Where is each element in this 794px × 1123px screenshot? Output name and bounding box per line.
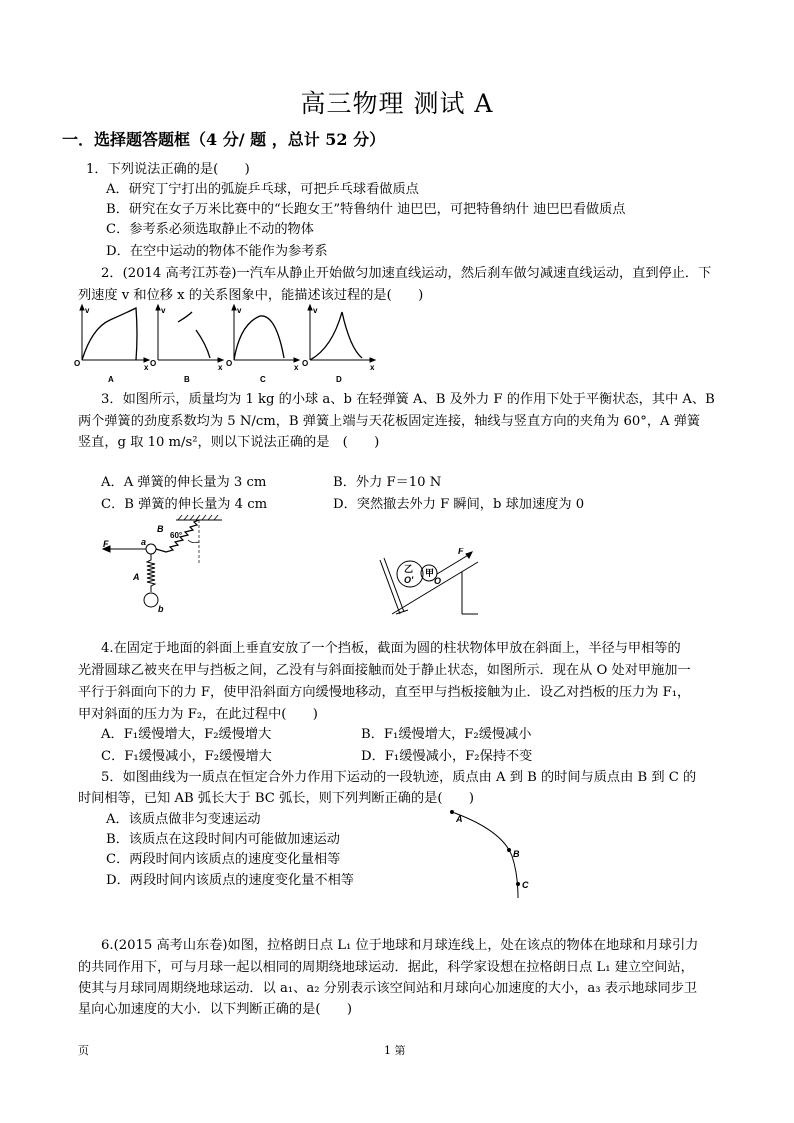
q6-line2: 的共同作用下，可与月球一起以相同的周期绕地球运动．据此，科学家设想在拉格朗日点 L₁ 建立空间站， [78,960,694,975]
q2-origin-b: O [150,359,157,368]
q4-option-c: C．F₁缓慢减小，F₂缓慢增大 [101,749,272,764]
q4-incline-figure [372,548,492,618]
footer-left: 页 [78,1044,89,1057]
q5-option-c: C．两段时间内该质点的速度变化量相等 [106,852,341,867]
q2-graph-d [308,305,375,362]
q3-fig-label-f: F [103,539,109,549]
q4-option-b: B．F₁缓慢增大，F₂缓慢减小 [361,727,532,742]
q2-line2: 列速度 v 和位移 x 的关系图象中，能描述该过程的是( ) [78,288,424,303]
q3-fig-label-spring-a: A [133,572,140,582]
q6-line4: 星向心加速度的大小．以下判断正确的是( ) [78,1002,353,1017]
q2-origin-a: O [74,359,81,368]
q5-trajectory-figure [440,808,540,904]
section-heading: 一．选择题答题框（4 分/ 题 ，总计 52 分） [62,130,386,149]
q4-fig-label-yi: 乙 [404,564,414,574]
q4-line3: 平行于斜面向下的力 F，使甲沿斜面方向缓慢地移动，直至甲与挡板接触为止．设乙对挡板的压力为 F₁， [78,685,691,700]
q2-graph-c [232,305,299,362]
q2-graphs [70,304,390,386]
page-title: 高三物理 测试 A [300,89,494,118]
q2-axis-x-b: x [218,363,223,372]
q5-line2: 时间相等，已知 AB 弧长大于 BC 弧长，则下列判断正确的是( ) [78,791,474,806]
q2-label-a: A [108,375,114,384]
q2-axis-v-a: v [85,306,90,315]
q3-fig-label-b-ball: b [158,604,164,614]
q2-axis-v-b: v [161,306,166,315]
q2-axis-x-c: x [294,363,299,372]
q4-option-d: D．F₁缓慢减小，F₂保持不变 [361,749,533,764]
q3-option-b: B．外力 F＝10 N [333,475,442,490]
q2-axis-x-d: x [370,363,375,372]
q3-fig-label-a-ball: a [141,537,147,547]
q4-option-a: A．F₁缓慢增大，F₂缓慢增大 [101,727,272,742]
q3-spring-figure [96,514,226,616]
q5-line1: 5．如图曲线为一质点在恒定合外力作用下运动的一段轨迹，质点由 A 到 B 的时间与质点由 B 到 C 的 [101,770,697,785]
q6-line3: 使其与月球同周期绕地球运动．以 a₁、a₂ 分别表示该空间站和月球向心加速度的大小，a₃ 表示地球同步卫 [78,981,698,996]
q5-point-a: A [456,814,463,824]
q2-axis-v-d: v [313,306,318,315]
q4-fig-label-jia: 甲 [425,568,435,578]
q5-point-b: B [513,849,520,859]
q3-line1: 3．如图所示，质量均为 1 kg 的小球 a、b 在轻弹簧 A、B 及外力 F 的作用下处于平衡状态，其中 A、B [101,392,715,407]
q3-line3: 竖直，g 取 10 m/s²，则以下说法正确的是 ( ) [78,435,380,450]
q5-option-b: B．该质点在这段时间内可能做加速运动 [106,832,340,847]
q4-line2: 光滑圆球乙被夹在甲与挡板之间，乙没有与斜面接触而处于静止状态，如图所示．现在从 O 处对甲施加一 [78,663,691,678]
q4-fig-label-f: F [458,548,464,556]
q4-line1: 4.在固定于地面的斜面上垂直安放了一个挡板，截面为圆的柱状物体甲放在斜面上，半径与甲相等的 [101,641,681,656]
q5-point-c: C [522,880,529,890]
q5-option-a: A．该质点做非匀变速运动 [106,812,261,827]
q2-axis-x-a: x [144,363,149,372]
q1-option-a: A．研究丁宁打出的弧旋乒乓球，可把乒乓球看做质点 [106,182,419,197]
q1-option-b: B．研究在女子万米比赛中的“长跑女王”特鲁纳什 迪巴巴，可把特鲁纳什 迪巴巴看做质点 [106,202,626,217]
q2-axis-v-c: v [237,306,242,315]
q4-line4: 甲对斜面的压力为 F₂，在此过程中( ) [78,707,318,722]
q2-graph-b [156,305,223,362]
q3-fig-label-spring-b: B [157,524,164,534]
q2-graph-a [80,305,149,362]
q1-option-d: D．在空中运动的物体不能作为参考系 [106,244,328,259]
q3-option-d: D．突然撤去外力 F 瞬间，b 球加速度为 0 [333,497,585,512]
q2-origin-d: O [302,359,309,368]
q2-label-c: C [260,375,266,384]
footer-page-number: 1 第 [384,1044,406,1057]
q2-origin-c: O [226,359,233,368]
q3-option-a: A．A 弹簧的伸长量为 3 cm [101,475,267,490]
q6-line1: 6.(2015 高考山东卷)如图，拉格朗日点 L₁ 位于地球和月球连线上，处在该点的物体在地球和月球引力 [101,938,699,953]
q1-stem: 1．下列说法正确的是( ) [86,162,250,177]
q3-fig-label-angle: 60° [170,531,183,540]
q4-fig-label-o: O [434,576,442,586]
q2-label-b: B [184,375,190,384]
q3-option-c: C．B 弹簧的伸长量为 4 cm [101,497,268,512]
q5-option-d: D．两段时间内该质点的速度变化量不相等 [106,873,354,888]
q2-label-d: D [336,375,342,384]
q2-line1: 2．(2014 高考江苏卷)一汽车从静止开始做匀加速直线运动，然后刹车做匀减速直线运动，直到停止．下 [101,266,712,281]
q3-line2: 两个弹簧的劲度系数均为 5 N/cm，B 弹簧上端与天花板固定连接，轴线与竖直方向的夹角为 60°，A 弹簧 [78,414,701,429]
q1-option-c: C．参考系必须选取静止不动的物体 [106,222,314,237]
q4-fig-label-o-prime: O′ [404,575,414,585]
